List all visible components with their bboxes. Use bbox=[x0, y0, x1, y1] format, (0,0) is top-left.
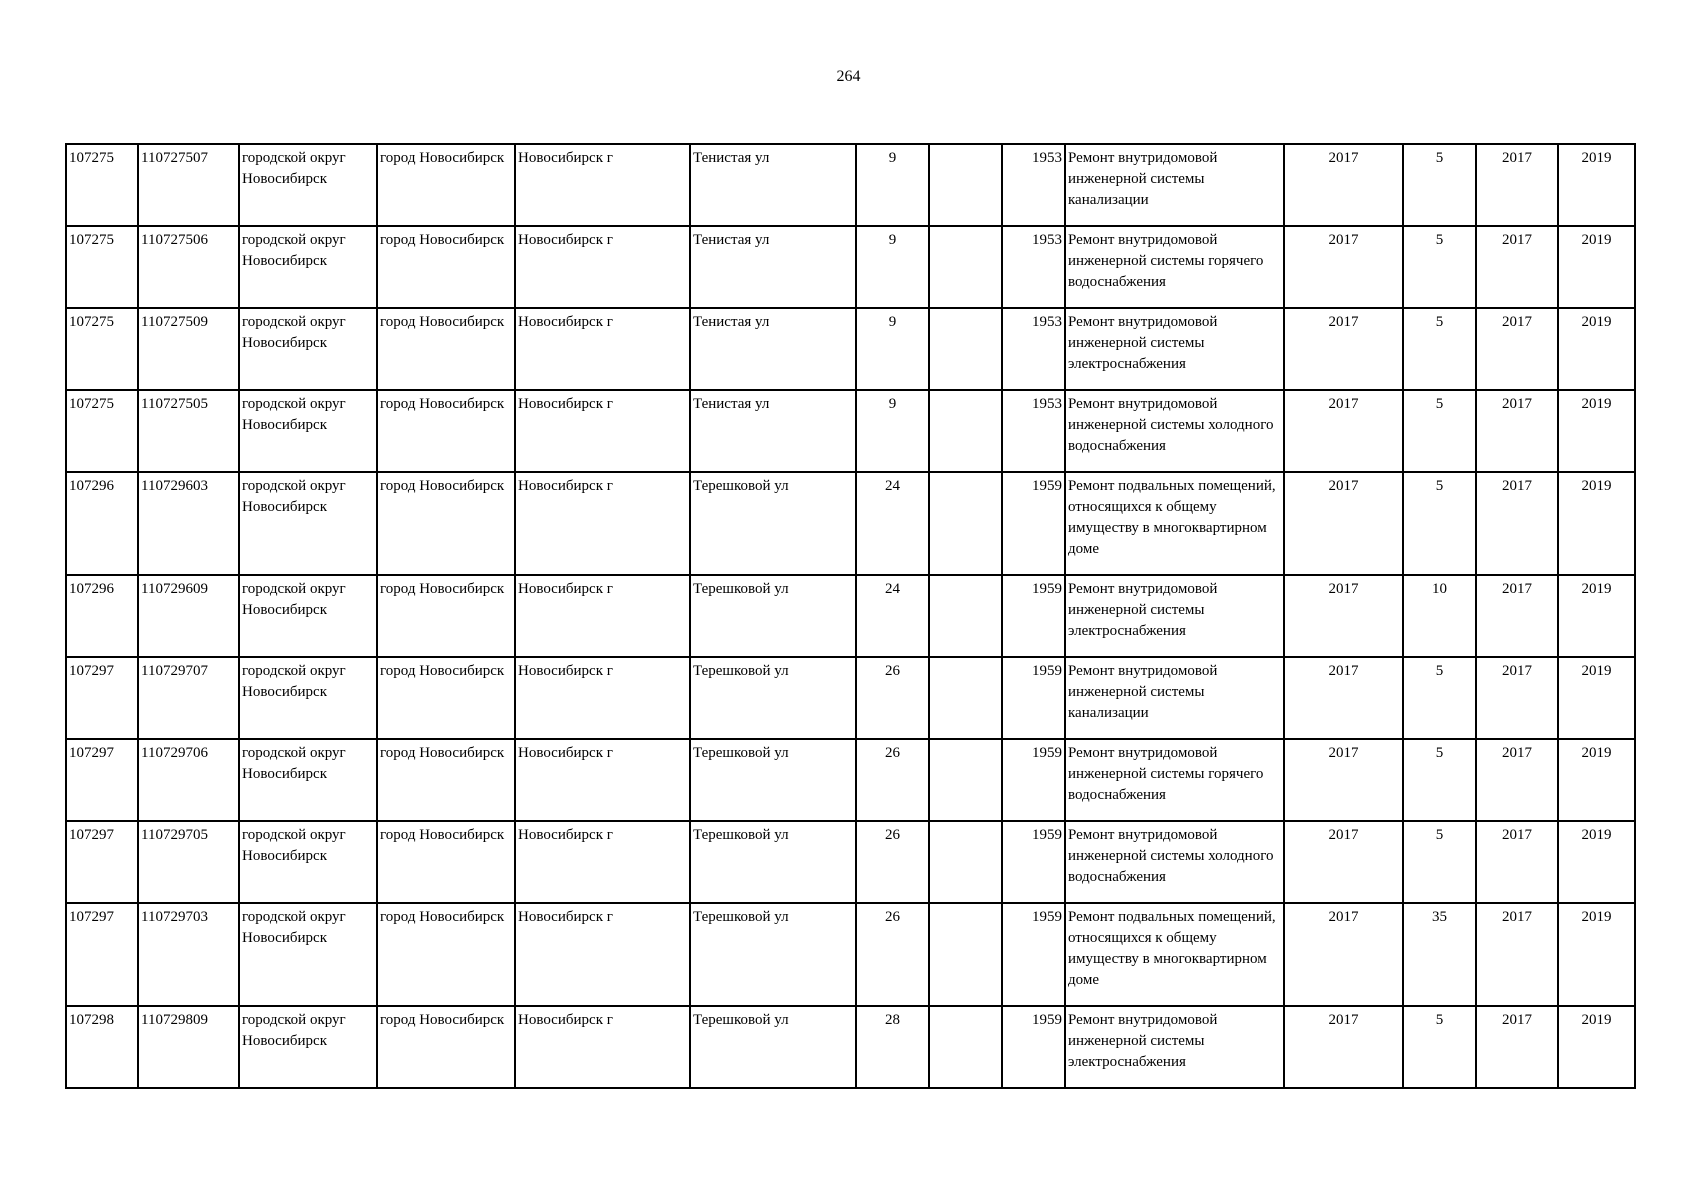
cell-locality: Новосибирск г bbox=[515, 903, 690, 1006]
cell-municipality: город Новосибирск bbox=[377, 657, 515, 739]
cell-locality: Новосибирск г bbox=[515, 821, 690, 903]
cell-district: городской округ Новосибирск bbox=[239, 903, 377, 1006]
cell-year-plan: 2017 bbox=[1284, 821, 1403, 903]
cell-year-plan: 2017 bbox=[1284, 1006, 1403, 1088]
cell-district: городской округ Новосибирск bbox=[239, 821, 377, 903]
cell-district: городской округ Новосибирск bbox=[239, 657, 377, 739]
cell-work: Ремонт подвальных помещений, относящихся к общему имуществу в многоквартирном доме bbox=[1065, 472, 1284, 575]
cell-municipality: город Новосибирск bbox=[377, 739, 515, 821]
cell-district: городской округ Новосибирск bbox=[239, 144, 377, 226]
cell-year-plan: 2017 bbox=[1284, 472, 1403, 575]
cell-work: Ремонт внутридомовой инженерной системы горячего водоснабжения bbox=[1065, 226, 1284, 308]
cell-year-start: 2017 bbox=[1476, 226, 1558, 308]
table-row bbox=[66, 739, 1635, 821]
cell-year-end: 2019 bbox=[1558, 739, 1635, 821]
cell-municipality: город Новосибирск bbox=[377, 390, 515, 472]
cell-code: 110727507 bbox=[138, 144, 239, 226]
cell-code: 110729809 bbox=[138, 1006, 239, 1088]
cell-house: 9 bbox=[856, 226, 929, 308]
cell-municipality: город Новосибирск bbox=[377, 1006, 515, 1088]
cell-street: Тенистая ул bbox=[690, 390, 856, 472]
cell-street: Терешковой ул bbox=[690, 472, 856, 575]
cell-work: Ремонт внутридомовой инженерной системы канализации bbox=[1065, 144, 1284, 226]
cell-house: 9 bbox=[856, 144, 929, 226]
cell-year-start: 2017 bbox=[1476, 575, 1558, 657]
cell-id: 107297 bbox=[66, 903, 138, 1006]
cell-year-built: 1959 bbox=[1002, 903, 1065, 1006]
cell-house: 26 bbox=[856, 821, 929, 903]
cell-municipality: город Новосибирск bbox=[377, 575, 515, 657]
cell-municipality: город Новосибирск bbox=[377, 144, 515, 226]
cell-id: 107275 bbox=[66, 144, 138, 226]
cell-year-plan: 2017 bbox=[1284, 575, 1403, 657]
cell-municipality: город Новосибирск bbox=[377, 903, 515, 1006]
cell-district: городской округ Новосибирск bbox=[239, 308, 377, 390]
cell-count: 5 bbox=[1403, 1006, 1476, 1088]
cell-extra bbox=[929, 1006, 1002, 1088]
cell-locality: Новосибирск г bbox=[515, 739, 690, 821]
cell-locality: Новосибирск г bbox=[515, 575, 690, 657]
cell-year-start: 2017 bbox=[1476, 821, 1558, 903]
cell-work: Ремонт внутридомовой инженерной системы холодного водоснабжения bbox=[1065, 821, 1284, 903]
cell-locality: Новосибирск г bbox=[515, 390, 690, 472]
cell-district: городской округ Новосибирск bbox=[239, 1006, 377, 1088]
cell-street: Тенистая ул bbox=[690, 308, 856, 390]
cell-street: Терешковой ул bbox=[690, 657, 856, 739]
cell-extra bbox=[929, 657, 1002, 739]
cell-extra bbox=[929, 903, 1002, 1006]
cell-year-end: 2019 bbox=[1558, 821, 1635, 903]
cell-street: Терешковой ул bbox=[690, 739, 856, 821]
cell-year-plan: 2017 bbox=[1284, 226, 1403, 308]
cell-house: 26 bbox=[856, 739, 929, 821]
cell-count: 5 bbox=[1403, 739, 1476, 821]
cell-year-end: 2019 bbox=[1558, 226, 1635, 308]
cell-locality: Новосибирск г bbox=[515, 226, 690, 308]
cell-id: 107275 bbox=[66, 308, 138, 390]
cell-year-end: 2019 bbox=[1558, 657, 1635, 739]
table-row bbox=[66, 390, 1635, 472]
cell-municipality: город Новосибирск bbox=[377, 226, 515, 308]
cell-year-built: 1959 bbox=[1002, 472, 1065, 575]
cell-house: 9 bbox=[856, 308, 929, 390]
cell-house: 9 bbox=[856, 390, 929, 472]
cell-year-start: 2017 bbox=[1476, 144, 1558, 226]
cell-year-start: 2017 bbox=[1476, 903, 1558, 1006]
cell-work: Ремонт подвальных помещений, относящихся к общему имуществу в многоквартирном доме bbox=[1065, 903, 1284, 1006]
cell-district: городской округ Новосибирск bbox=[239, 575, 377, 657]
cell-street: Терешковой ул bbox=[690, 1006, 856, 1088]
cell-code: 110729706 bbox=[138, 739, 239, 821]
cell-year-built: 1959 bbox=[1002, 821, 1065, 903]
cell-year-built: 1953 bbox=[1002, 226, 1065, 308]
cell-year-built: 1959 bbox=[1002, 739, 1065, 821]
cell-code: 110729603 bbox=[138, 472, 239, 575]
cell-house: 24 bbox=[856, 575, 929, 657]
cell-year-start: 2017 bbox=[1476, 657, 1558, 739]
cell-year-end: 2019 bbox=[1558, 390, 1635, 472]
cell-year-plan: 2017 bbox=[1284, 903, 1403, 1006]
cell-house: 26 bbox=[856, 657, 929, 739]
cell-year-plan: 2017 bbox=[1284, 390, 1403, 472]
cell-district: городской округ Новосибирск bbox=[239, 472, 377, 575]
cell-code: 110729707 bbox=[138, 657, 239, 739]
cell-count: 5 bbox=[1403, 821, 1476, 903]
cell-extra bbox=[929, 739, 1002, 821]
cell-street: Терешковой ул bbox=[690, 821, 856, 903]
cell-locality: Новосибирск г bbox=[515, 657, 690, 739]
cell-house: 26 bbox=[856, 903, 929, 1006]
table-row bbox=[66, 657, 1635, 739]
cell-street: Терешковой ул bbox=[690, 903, 856, 1006]
cell-code: 110729705 bbox=[138, 821, 239, 903]
cell-year-built: 1953 bbox=[1002, 390, 1065, 472]
cell-id: 107296 bbox=[66, 575, 138, 657]
cell-count: 5 bbox=[1403, 226, 1476, 308]
cell-count: 10 bbox=[1403, 575, 1476, 657]
cell-locality: Новосибирск г bbox=[515, 1006, 690, 1088]
cell-extra bbox=[929, 575, 1002, 657]
cell-district: городской округ Новосибирск bbox=[239, 739, 377, 821]
table-row bbox=[66, 144, 1635, 226]
cell-district: городской округ Новосибирск bbox=[239, 226, 377, 308]
cell-municipality: город Новосибирск bbox=[377, 821, 515, 903]
cell-count: 5 bbox=[1403, 308, 1476, 390]
cell-locality: Новосибирск г bbox=[515, 308, 690, 390]
cell-id: 107298 bbox=[66, 1006, 138, 1088]
table-body bbox=[66, 144, 1635, 1088]
cell-year-start: 2017 bbox=[1476, 1006, 1558, 1088]
cell-street: Тенистая ул bbox=[690, 144, 856, 226]
cell-count: 5 bbox=[1403, 144, 1476, 226]
table-row bbox=[66, 472, 1635, 575]
cell-work: Ремонт внутридомовой инженерной системы электроснабжения bbox=[1065, 575, 1284, 657]
cell-year-start: 2017 bbox=[1476, 739, 1558, 821]
cell-work: Ремонт внутридомовой инженерной системы электроснабжения bbox=[1065, 1006, 1284, 1088]
cell-count: 35 bbox=[1403, 903, 1476, 1006]
cell-district: городской округ Новосибирск bbox=[239, 390, 377, 472]
cell-year-built: 1959 bbox=[1002, 657, 1065, 739]
cell-count: 5 bbox=[1403, 390, 1476, 472]
cell-year-built: 1953 bbox=[1002, 144, 1065, 226]
table-row bbox=[66, 575, 1635, 657]
repair-register-table bbox=[65, 143, 1636, 1089]
cell-extra bbox=[929, 390, 1002, 472]
cell-year-start: 2017 bbox=[1476, 390, 1558, 472]
cell-year-end: 2019 bbox=[1558, 308, 1635, 390]
cell-extra bbox=[929, 226, 1002, 308]
cell-year-end: 2019 bbox=[1558, 903, 1635, 1006]
cell-code: 110727506 bbox=[138, 226, 239, 308]
page-number: 264 bbox=[836, 68, 861, 85]
cell-locality: Новосибирск г bbox=[515, 144, 690, 226]
cell-year-end: 2019 bbox=[1558, 472, 1635, 575]
cell-year-start: 2017 bbox=[1476, 308, 1558, 390]
cell-id: 107297 bbox=[66, 739, 138, 821]
cell-count: 5 bbox=[1403, 657, 1476, 739]
table-row bbox=[66, 226, 1635, 308]
table-row bbox=[66, 821, 1635, 903]
cell-street: Терешковой ул bbox=[690, 575, 856, 657]
cell-work: Ремонт внутридомовой инженерной системы электроснабжения bbox=[1065, 308, 1284, 390]
cell-code: 110729703 bbox=[138, 903, 239, 1006]
cell-municipality: город Новосибирск bbox=[377, 308, 515, 390]
cell-year-plan: 2017 bbox=[1284, 308, 1403, 390]
cell-year-plan: 2017 bbox=[1284, 144, 1403, 226]
cell-id: 107296 bbox=[66, 472, 138, 575]
cell-year-plan: 2017 bbox=[1284, 657, 1403, 739]
cell-year-plan: 2017 bbox=[1284, 739, 1403, 821]
cell-year-built: 1953 bbox=[1002, 308, 1065, 390]
cell-year-built: 1959 bbox=[1002, 575, 1065, 657]
table-row bbox=[66, 308, 1635, 390]
cell-extra bbox=[929, 472, 1002, 575]
cell-municipality: город Новосибирск bbox=[377, 472, 515, 575]
table-row bbox=[66, 903, 1635, 1006]
cell-extra bbox=[929, 821, 1002, 903]
cell-house: 24 bbox=[856, 472, 929, 575]
cell-year-end: 2019 bbox=[1558, 575, 1635, 657]
cell-id: 107275 bbox=[66, 390, 138, 472]
cell-work: Ремонт внутридомовой инженерной системы канализации bbox=[1065, 657, 1284, 739]
cell-locality: Новосибирск г bbox=[515, 472, 690, 575]
cell-extra bbox=[929, 144, 1002, 226]
cell-work: Ремонт внутридомовой инженерной системы горячего водоснабжения bbox=[1065, 739, 1284, 821]
cell-work: Ремонт внутридомовой инженерной системы холодного водоснабжения bbox=[1065, 390, 1284, 472]
cell-code: 110727505 bbox=[138, 390, 239, 472]
cell-year-built: 1959 bbox=[1002, 1006, 1065, 1088]
cell-code: 110727509 bbox=[138, 308, 239, 390]
cell-extra bbox=[929, 308, 1002, 390]
cell-count: 5 bbox=[1403, 472, 1476, 575]
cell-id: 107297 bbox=[66, 821, 138, 903]
table-row bbox=[66, 1006, 1635, 1088]
cell-street: Тенистая ул bbox=[690, 226, 856, 308]
cell-year-start: 2017 bbox=[1476, 472, 1558, 575]
cell-year-end: 2019 bbox=[1558, 144, 1635, 226]
cell-id: 107297 bbox=[66, 657, 138, 739]
cell-code: 110729609 bbox=[138, 575, 239, 657]
cell-id: 107275 bbox=[66, 226, 138, 308]
cell-house: 28 bbox=[856, 1006, 929, 1088]
cell-year-end: 2019 bbox=[1558, 1006, 1635, 1088]
